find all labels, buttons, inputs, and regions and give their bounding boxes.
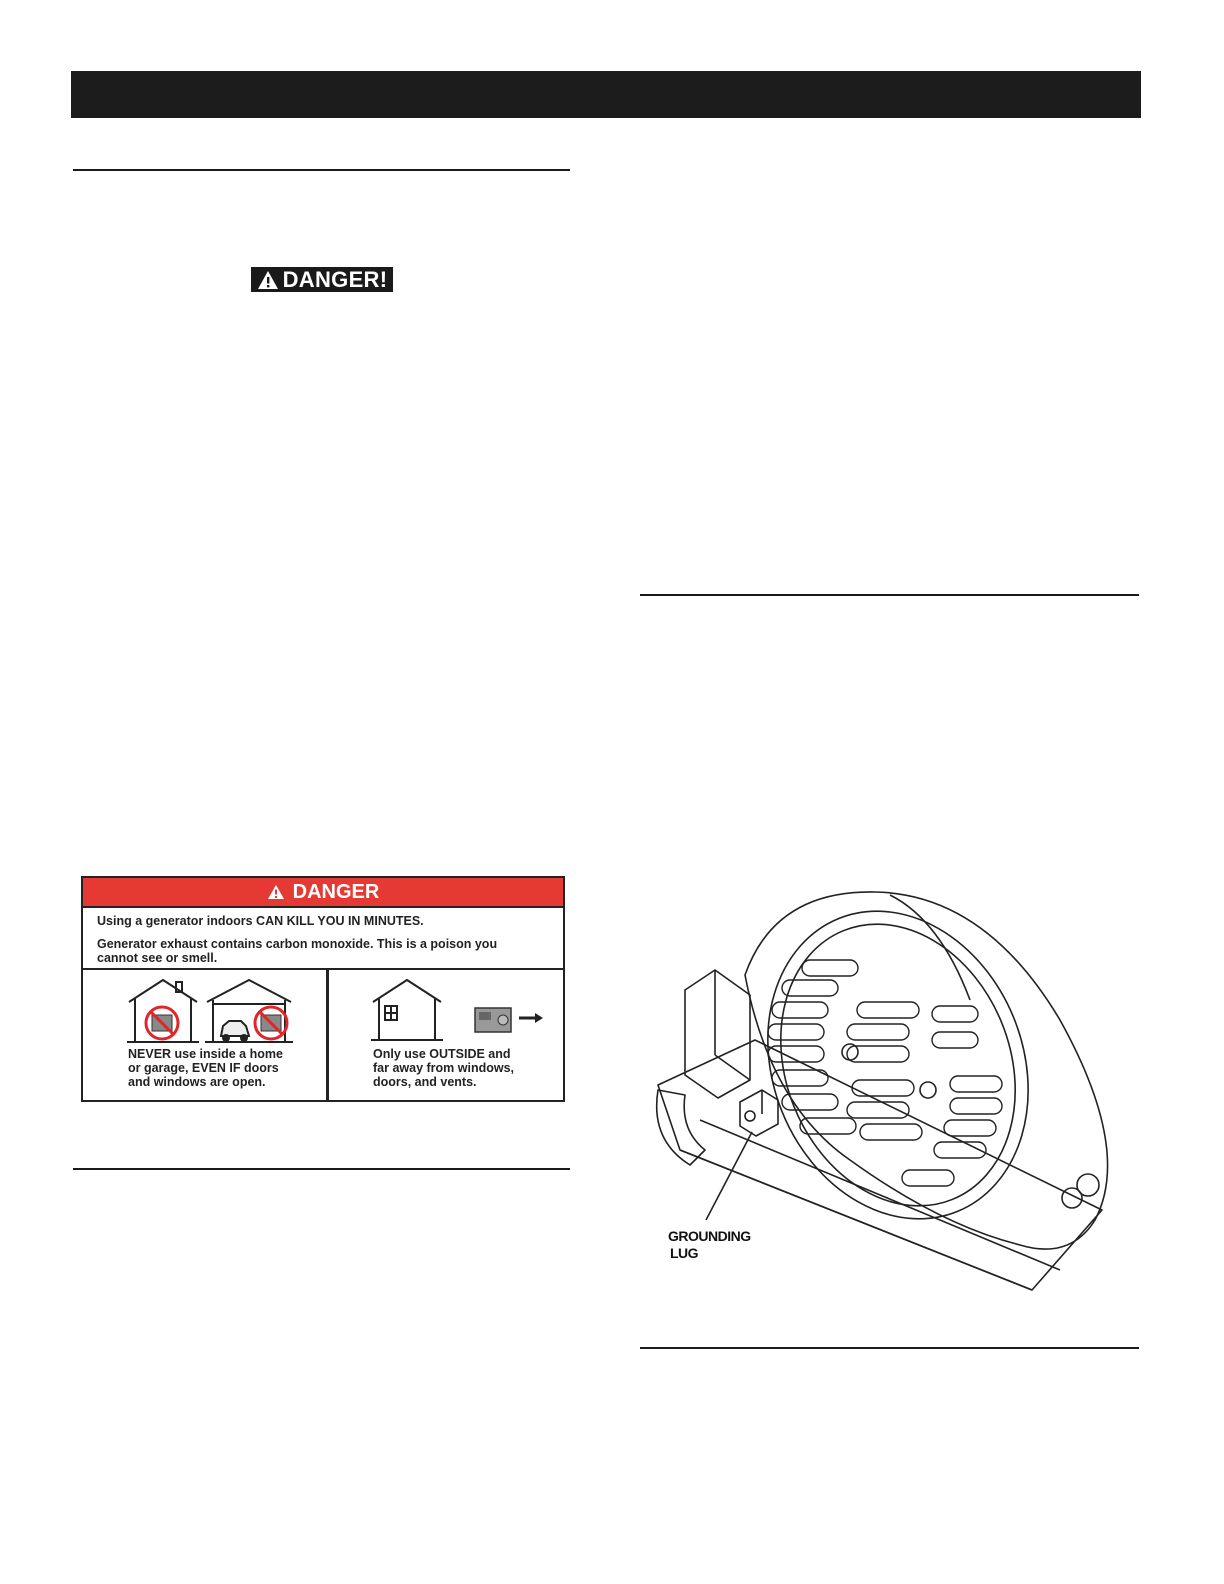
outdoor-use-pictogram bbox=[371, 978, 551, 1046]
decal-right-caption-3: doors, and vents. bbox=[373, 1075, 477, 1089]
section-rule-right-top bbox=[640, 594, 1139, 596]
decal-line2b: cannot see or smell. bbox=[97, 951, 218, 965]
warning-triangle-icon bbox=[267, 884, 285, 900]
danger-badge bbox=[251, 267, 393, 292]
grounding-lug-label-2: LUG bbox=[670, 1245, 699, 1261]
warning-triangle-icon bbox=[257, 270, 279, 290]
decal-header-label: DANGER bbox=[292, 880, 380, 903]
section-rule-left-top bbox=[73, 169, 570, 171]
danger-decal bbox=[81, 876, 565, 1102]
decal-divider bbox=[326, 968, 329, 1102]
decal-line1: Using a generator indoors CAN KILL YOU IN MINUTES. bbox=[97, 914, 424, 928]
decal-right-caption-2: far away from windows, bbox=[373, 1061, 515, 1075]
decal-left-caption-2: or garage, EVEN IF doors bbox=[128, 1061, 279, 1075]
section-rule-left-bottom bbox=[73, 1168, 570, 1170]
grounding-lug-label-1: GROUNDING bbox=[668, 1228, 751, 1244]
decal-line2a: Generator exhaust contains carbon monoxide. This is a poison you bbox=[97, 937, 498, 951]
danger-badge-label: DANGER! bbox=[282, 266, 388, 292]
decal-right-caption-1: Only use OUTSIDE and bbox=[373, 1047, 511, 1061]
page-header-bar bbox=[71, 71, 1141, 118]
decal-left-caption-1: NEVER use inside a home bbox=[128, 1047, 283, 1061]
decal-left-caption-3: and windows are open. bbox=[128, 1075, 266, 1089]
section-rule-right-bottom bbox=[640, 1347, 1139, 1349]
indoor-prohibited-pictogram bbox=[125, 978, 305, 1046]
decal-header bbox=[83, 878, 563, 908]
decal-divider bbox=[83, 968, 563, 970]
